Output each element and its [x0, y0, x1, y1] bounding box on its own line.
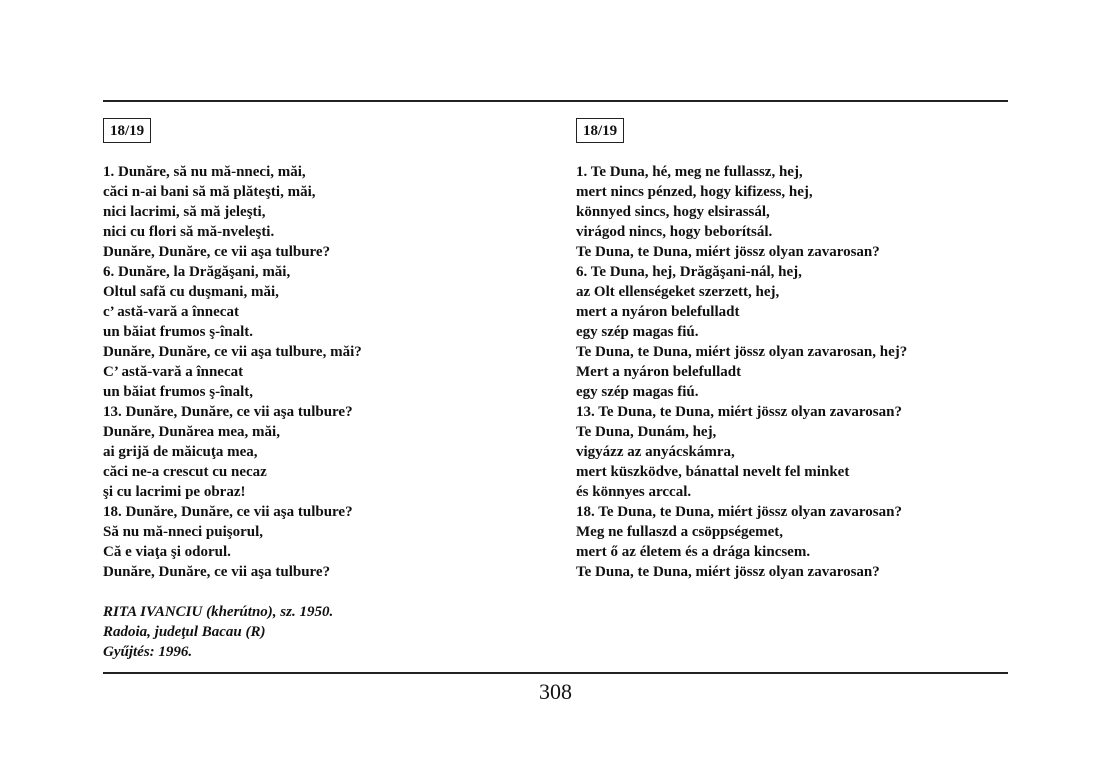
lyric-line: şi cu lacrimi pe obraz!	[103, 484, 246, 500]
romanian-column	[103, 118, 543, 662]
translation-line: és könnyes arccal.	[576, 484, 692, 500]
hungarian-translation	[576, 162, 1006, 582]
translation-line: Meg ne fullaszd a csöppségemet,	[576, 524, 784, 540]
top-rule	[103, 100, 1008, 102]
hungarian-column	[576, 118, 1006, 582]
lyric-line: căci n-ai bani să mă plăteşti, măi,	[103, 184, 316, 200]
lyric-line: 6. Dunăre, la Drăgăşani, măi,	[103, 264, 291, 280]
translation-line: virágod nincs, hogy beborítsál.	[576, 224, 773, 240]
source-note	[103, 602, 543, 662]
translation-line: 13. Te Duna, te Duna, miért jössz olyan zavarosan?	[576, 404, 902, 420]
page-number: 308	[539, 679, 572, 704]
lyric-line: Că e viaţa şi odorul.	[103, 544, 231, 560]
source-line: Radoia, judeţul Bacau (R)	[103, 624, 266, 640]
lyric-line: Dunăre, Dunărea mea, măi,	[103, 424, 280, 440]
translation-line: könnyed sincs, hogy elsirassál,	[576, 204, 770, 220]
translation-line: mert küszködve, bánattal nevelt fel minket	[576, 464, 850, 480]
bottom-rule	[103, 672, 1008, 674]
source-line: RITA IVANCIU (kherútno), sz. 1950.	[103, 604, 334, 620]
romanian-lyrics	[103, 162, 543, 582]
lyric-line: 18. Dunăre, Dunăre, ce vii aşa tulbure?	[103, 504, 353, 520]
translation-line: Mert a nyáron belefulladt	[576, 364, 742, 380]
lyric-line: 13. Dunăre, Dunăre, ce vii aşa tulbure?	[103, 404, 353, 420]
lyric-line: Dunăre, Dunăre, ce vii aşa tulbure?	[103, 244, 331, 260]
translation-line: mert a nyáron belefulladt	[576, 304, 740, 320]
lyric-line: c’ astă-vară a înnecat	[103, 304, 239, 320]
translation-line: 18. Te Duna, te Duna, miért jössz olyan zavarosan?	[576, 504, 902, 520]
lyric-line: Oltul safă cu duşmani, măi,	[103, 284, 279, 300]
lyric-line: nici cu flori să mă-nveleşti.	[103, 224, 275, 240]
song-number-box: 18/19	[576, 118, 624, 143]
translation-line: az Olt ellenségeket szerzett, hej,	[576, 284, 780, 300]
lyric-line: Dunăre, Dunăre, ce vii aşa tulbure?	[103, 564, 331, 580]
translation-line: Te Duna, Dunám, hej,	[576, 424, 717, 440]
lyric-line: căci ne-a crescut cu necaz	[103, 464, 267, 480]
lyric-line: nici lacrimi, să mă jeleşti,	[103, 204, 266, 220]
translation-line: 6. Te Duna, hej, Drăgăşani-nál, hej,	[576, 264, 802, 280]
lyric-line: un băiat frumos ş-înalt.	[103, 324, 254, 340]
lyric-line: 1. Dunăre, să nu mă-nneci, măi,	[103, 164, 306, 180]
translation-line: mert nincs pénzed, hogy kifizess, hej,	[576, 184, 813, 200]
translation-line: Te Duna, te Duna, miért jössz olyan zavarosan?	[576, 244, 880, 260]
translation-line: vigyázz az anyácskámra,	[576, 444, 735, 460]
lyric-line: ai grijă de măicuţa mea,	[103, 444, 258, 460]
song-number-box: 18/19	[103, 118, 151, 143]
translation-line: egy szép magas fiú.	[576, 324, 699, 340]
translation-line: mert ő az életem és a drága kincsem.	[576, 544, 811, 560]
lyric-line: Să nu mă-nneci puişorul,	[103, 524, 264, 540]
translation-line: Te Duna, te Duna, miért jössz olyan zavarosan, hej?	[576, 344, 908, 360]
translation-line: Te Duna, te Duna, miért jössz olyan zavarosan?	[576, 564, 880, 580]
translation-line: egy szép magas fiú.	[576, 384, 699, 400]
lyric-line: un băiat frumos ş-înalt,	[103, 384, 254, 400]
source-line: Gyűjtés: 1996.	[103, 644, 193, 660]
lyric-line: Dunăre, Dunăre, ce vii aşa tulbure, măi?	[103, 344, 362, 360]
translation-line: 1. Te Duna, hé, meg ne fullassz, hej,	[576, 164, 803, 180]
lyric-line: C’ astă-vară a înnecat	[103, 364, 244, 380]
